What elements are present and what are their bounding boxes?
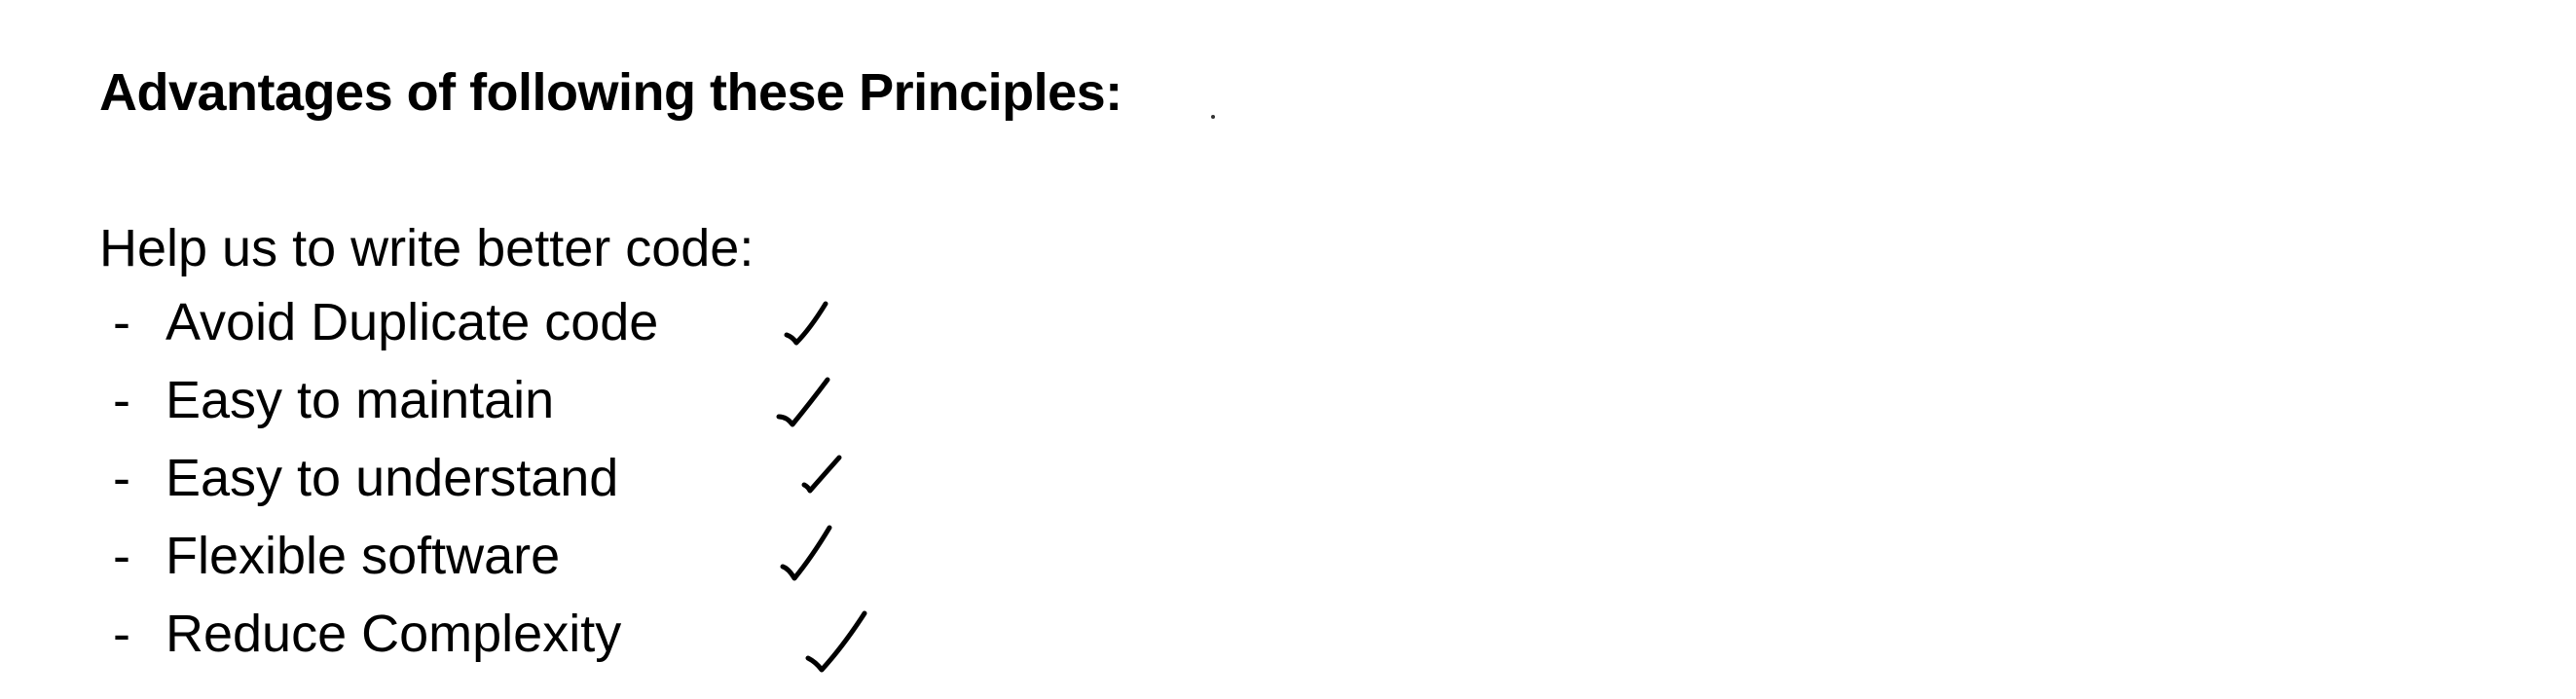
page-heading: Advantages of following these Principles: <box>99 63 1122 122</box>
list-item-text: Reduce Complexity <box>166 605 622 663</box>
intro-text: Help us to write better code: <box>99 219 754 277</box>
checkmark-icon <box>785 602 882 699</box>
list-item-text: Avoid Duplicate code <box>166 293 659 351</box>
bullet-dash: - <box>113 527 130 585</box>
bullet-dash: - <box>113 293 130 351</box>
bullet-dash: - <box>113 449 130 507</box>
list-item-text: Easy to understand <box>166 449 619 507</box>
stray-dot <box>1211 115 1215 119</box>
list-item-text: Flexible software <box>166 527 561 585</box>
bullet-dash: - <box>113 371 130 429</box>
list-item-text: Easy to maintain <box>166 371 555 429</box>
bullet-dash: - <box>113 605 130 663</box>
